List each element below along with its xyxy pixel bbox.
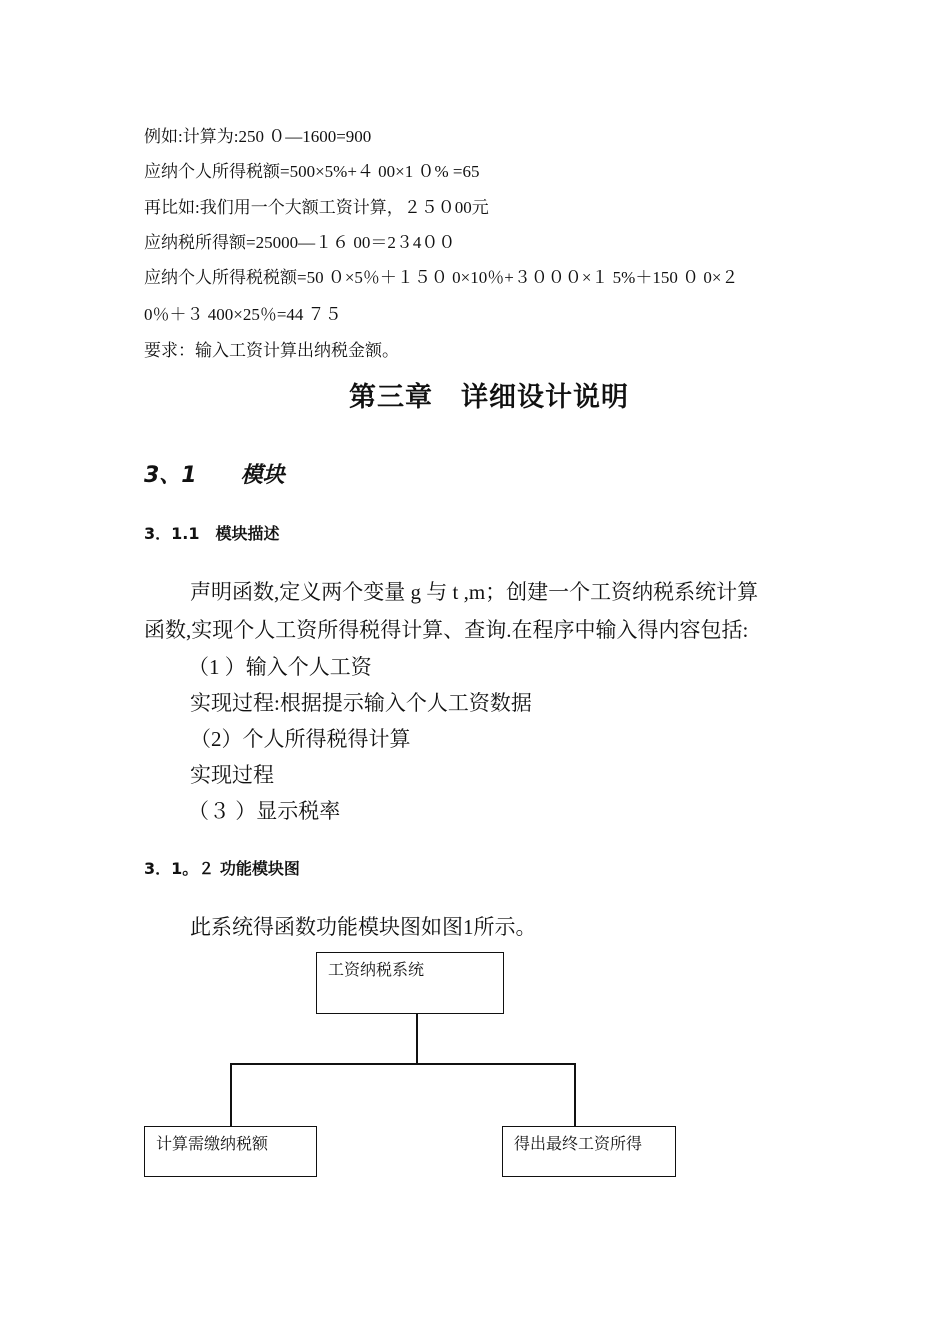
description-item-1-desc: 实现过程:根据提示输入个人工资数据 xyxy=(190,691,532,715)
example-line-1: 例如:计算为:250 ０—1600=900 xyxy=(144,127,372,146)
diagram-left-connector xyxy=(230,1063,232,1127)
example-line-5: 应纳个人所得税税额=50 ０×5％＋１５０ 0×10％+３０００×１ 5%＋150 ０ 0×２ xyxy=(144,268,739,287)
requirement-line: 要求：输入工资计算出纳税金额。 xyxy=(144,341,399,360)
diagram-root-box xyxy=(316,952,504,1014)
description-line-1: 声明函数,定义两个变量 g 与 t ,m；创建一个工资纳税系统计算 xyxy=(190,580,759,604)
description-item-1: （1 ）输入个人工资 xyxy=(188,655,372,679)
diagram-left-box xyxy=(144,1126,317,1177)
diagram-root-label: 工资纳税系统 xyxy=(328,962,425,979)
example-line-4: 应纳税所得额=25000—１６ 00＝2３4００ xyxy=(144,233,456,252)
example-line-3: 再比如:我们用一个大额工资计算，２５０00元 xyxy=(144,198,489,217)
diagram-left-label: 计算需缴纳税额 xyxy=(156,1136,269,1153)
subsection-title-module-description: 3．1.1 模块描述 xyxy=(144,524,280,543)
diagram-right-box xyxy=(502,1126,676,1177)
description-line-2: 函数,实现个人工资所得税得计算、查询.在程序中输入得内容包括: xyxy=(144,618,749,642)
diagram-right-label: 得出最终工资所得 xyxy=(514,1136,643,1153)
description-item-2: （2）个人所得税得计算 xyxy=(190,727,411,751)
example-line-6: 0％＋３ 400×25％=44 ７５ xyxy=(144,305,342,324)
section-title: 3、1 模块 xyxy=(144,463,285,488)
description-item-2-desc: 实现过程 xyxy=(190,763,274,787)
description-item-3: （３ ）显示税率 xyxy=(188,799,341,823)
example-line-2: 应纳个人所得税额=500×5%+４ 00×1 ０% =65 xyxy=(144,162,480,181)
diagram-root-connector xyxy=(416,1014,418,1064)
subsection-title-function-diagram: 3．1。２ 功能模块图 xyxy=(144,859,300,878)
chapter-title: 第三章 详细设计说明 xyxy=(349,382,629,413)
diagram-branch-line xyxy=(230,1063,576,1065)
diagram-right-connector xyxy=(574,1063,576,1127)
figure-intro: 此系统得函数功能模块图如图1所示。 xyxy=(190,915,537,939)
